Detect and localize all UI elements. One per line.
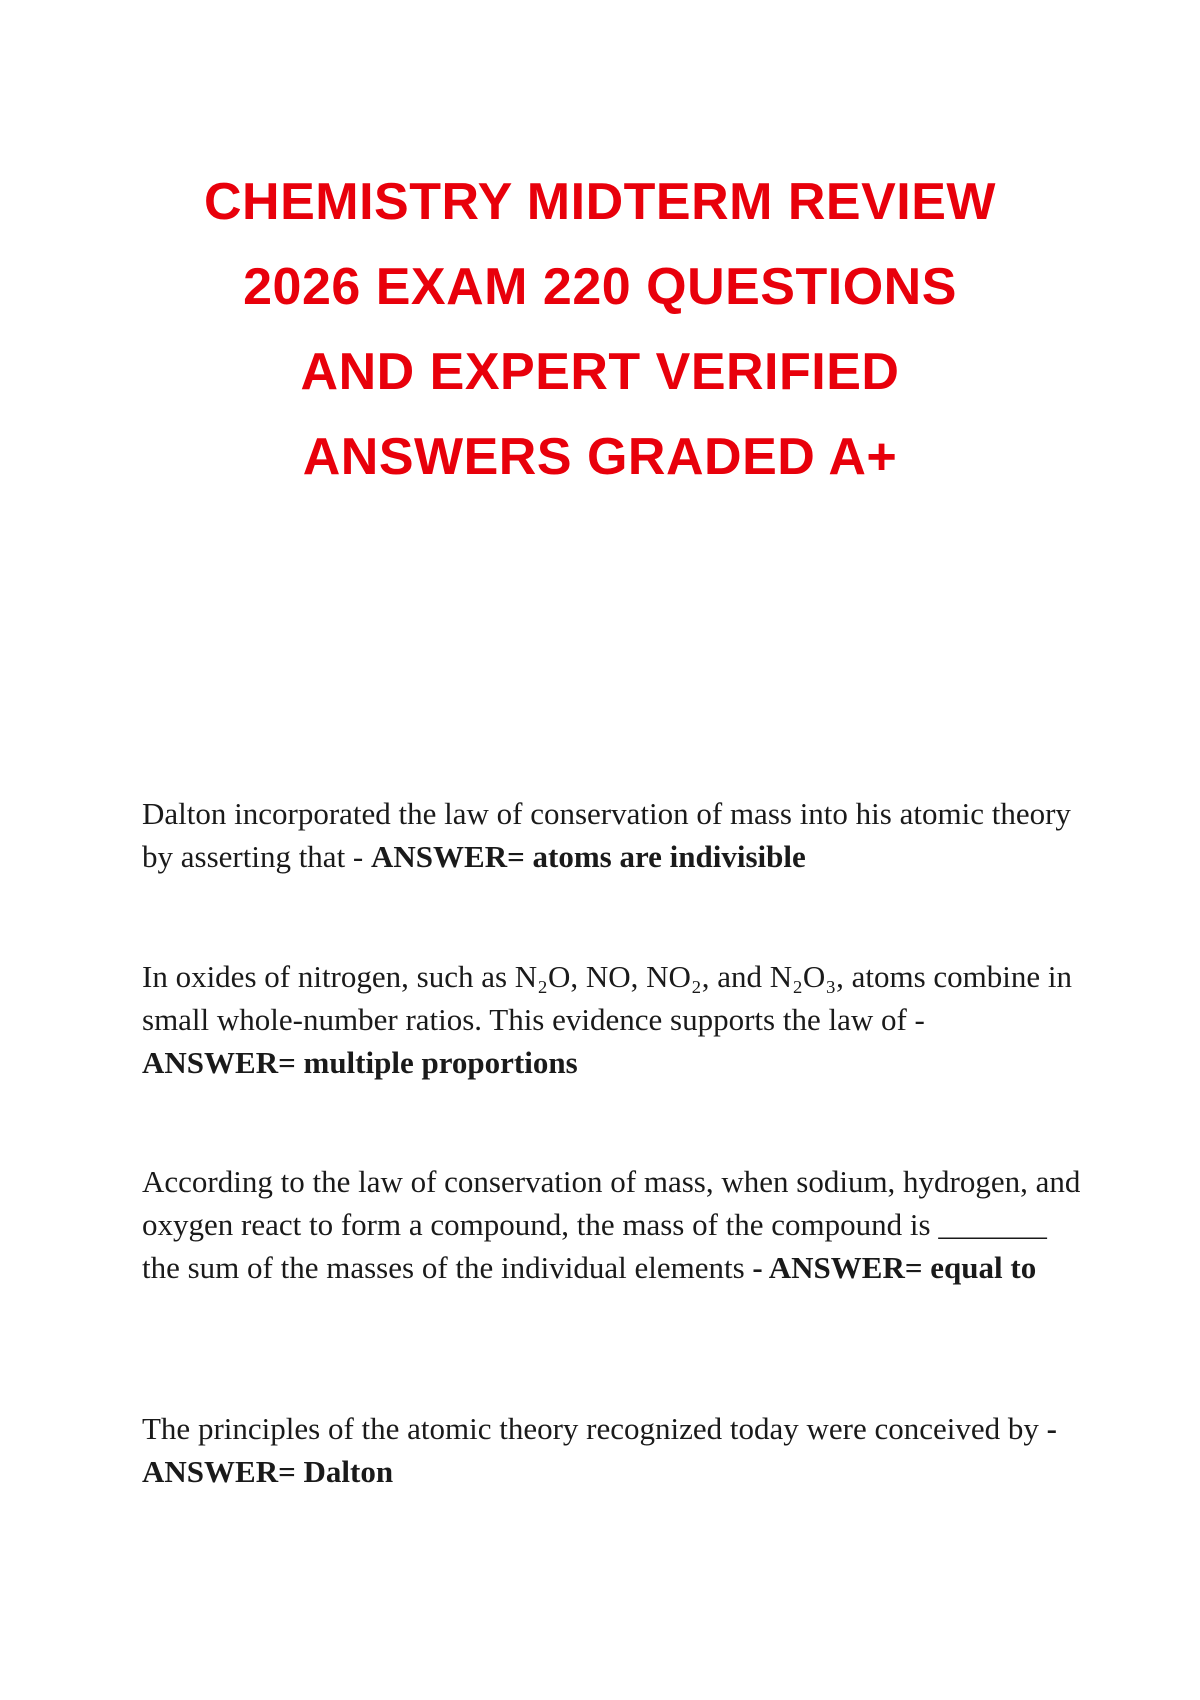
document-title xyxy=(100,160,1100,500)
title-line-1: CHEMISTRY MIDTERM REVIEW xyxy=(203,173,997,231)
question-text: The principles of the atomic theory recognized today were conceived by xyxy=(142,1411,1047,1446)
question-text: Dalton incorporated the law of conservation of mass into his atomic theory by asserting that - xyxy=(142,796,1071,874)
question-text: According to the law of conservation of mass, when sodium, hydrogen, and oxygen react to form a compound, the mass of the compound is _______ the sum of the masses of the individual elements xyxy=(142,1164,1081,1285)
qa-item xyxy=(142,1407,1082,1493)
answer-text: ANSWER= multiple proportions xyxy=(142,1045,578,1080)
title-line-2: 2026 EXAM 220 QUESTIONS xyxy=(243,258,957,316)
qa-item xyxy=(142,955,1082,1084)
qa-item xyxy=(142,792,1082,878)
question-text: In oxides of nitrogen, such as N₂O, NO, NO₂, and N₂O₃, atoms combine in small whole-number ratios. This evidence supports the law of - xyxy=(142,959,1073,1037)
title-line-4: ANSWERS GRADED A+ xyxy=(302,428,898,486)
answer-text: ANSWER= atoms are indivisible xyxy=(371,839,806,874)
answer-text: - ANSWER= equal to xyxy=(752,1250,1037,1285)
answer-text: - ANSWER= Dalton xyxy=(142,1411,1057,1489)
title-line-3: AND EXPERT VERIFIED xyxy=(300,343,900,401)
qa-item xyxy=(142,1160,1082,1289)
